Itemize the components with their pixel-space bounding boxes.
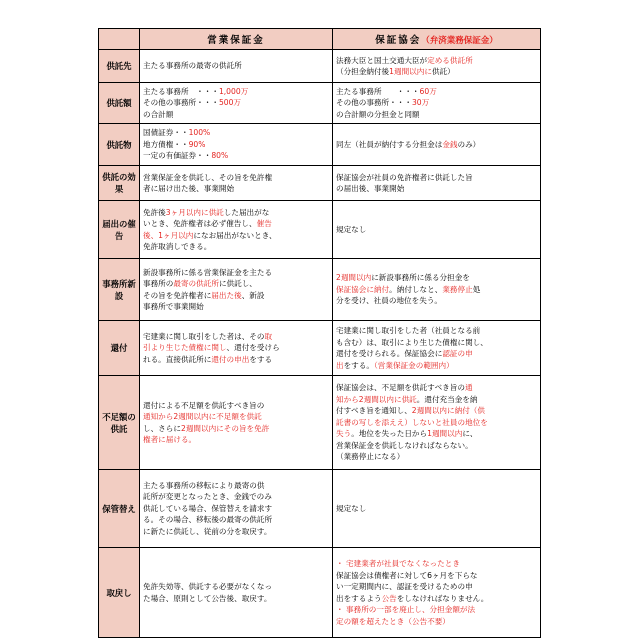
cell-text: の合計額 — [143, 109, 174, 119]
cell-line — [143, 86, 329, 98]
highlight-text: （営業保証金の範囲内） — [373, 360, 454, 370]
cell-text: になお届出がないとき、 — [193, 230, 277, 240]
comparison-table — [98, 28, 541, 638]
cell-line — [143, 139, 329, 151]
highlight-text: 通 — [464, 383, 473, 393]
deposit-cell — [140, 83, 333, 124]
cell-line — [143, 278, 329, 290]
cell-line — [336, 570, 537, 582]
row-label: 供託物 — [99, 124, 140, 166]
association-cell — [333, 83, 541, 124]
cell-line — [336, 183, 537, 195]
cell-text: 規定なし — [336, 224, 367, 234]
deposit-cell — [140, 548, 333, 638]
cell-line — [336, 66, 537, 78]
cell-line — [143, 593, 329, 605]
row-label: 供託額 — [99, 83, 140, 124]
cell-line — [336, 616, 537, 628]
cell-line — [143, 342, 329, 354]
table-row — [99, 321, 541, 376]
row-label: 事務所新設 — [99, 259, 140, 321]
cell-line — [143, 172, 329, 184]
cell-line — [336, 382, 537, 394]
cell-text: し、さらに — [143, 423, 181, 433]
cell-text: 主たる事務所 ・・・ — [336, 86, 420, 96]
cell-text: 免許取消しできる。 — [143, 242, 212, 251]
cell-line — [143, 150, 329, 162]
cell-line — [336, 451, 537, 463]
row-label: 取戻し — [99, 548, 140, 638]
cell-text: 分を受け、社員の地位を失う。 — [336, 296, 443, 306]
highlight-text: 1週間以内に — [389, 67, 432, 76]
highlight-text: 2週間以内 — [336, 273, 372, 283]
table-row — [99, 470, 541, 548]
row-label: 届出の催告 — [99, 201, 140, 259]
row-label: 還付 — [99, 321, 140, 376]
cell-text: 地方債権・・ — [143, 139, 189, 149]
highlight-text: 定の額を超えたとき（公告不要） — [336, 616, 450, 626]
cell-text: （業務停止になる） — [336, 452, 405, 462]
row-label: 供託の効果 — [99, 166, 140, 201]
cell-text: 事務所で事業開始 — [143, 302, 204, 311]
association-cell — [333, 50, 541, 83]
association-cell — [333, 376, 541, 470]
cell-line — [336, 581, 537, 593]
table-row — [99, 259, 541, 321]
cell-line — [336, 394, 537, 406]
cell-line — [336, 337, 537, 349]
cell-text: 事務所の — [143, 279, 174, 288]
column-header-association — [333, 29, 541, 50]
cell-text: 保証協会が社員の免許権者に供託した旨 — [336, 172, 473, 182]
cell-text: 国債証券・・ — [143, 128, 189, 138]
highlight-text: 30万 — [411, 98, 430, 108]
column-header-association-note: （弁済業務保証金） — [421, 36, 498, 46]
cell-line — [143, 503, 329, 515]
cell-text: 営業保証金を供託し、その旨を免許権 — [143, 172, 273, 182]
table-row — [99, 548, 541, 638]
cell-text: いとき、免許権者は必ず催告し、 — [143, 219, 257, 228]
cell-line — [336, 593, 537, 605]
highlight-text: 60万 — [419, 86, 437, 96]
deposit-cell — [140, 321, 333, 376]
cell-line — [336, 272, 537, 284]
cell-text: に新たに供託し、従前の分を取戻す。 — [143, 526, 272, 536]
cell-line — [336, 139, 537, 151]
cell-line — [143, 230, 329, 242]
cell-text: 免許後 — [143, 207, 166, 217]
cell-text: 付すべき旨を通知し、 — [336, 406, 412, 416]
cell-line — [143, 60, 329, 72]
cell-text: 。地位を失った日から — [351, 429, 428, 439]
highlight-text: 80% — [211, 151, 229, 161]
cell-text: 還付による不足額を供託すべき旨の — [143, 400, 265, 410]
cell-line — [336, 325, 537, 337]
cell-line — [143, 331, 329, 343]
cell-text: 保証協会は債権者に対して6ヶ月を下らな — [336, 570, 478, 580]
cell-line — [336, 284, 537, 296]
cell-text: 出をするよう — [336, 593, 382, 603]
cell-line — [143, 218, 329, 230]
highlight-text: 定める供託所 — [427, 55, 473, 65]
cell-text: に供託し、 — [218, 279, 257, 288]
association-cell — [333, 201, 541, 259]
highlight-text: 引より生じた債権に関し — [143, 343, 227, 353]
table-row — [99, 376, 541, 470]
highlight-text: 業務停止 — [442, 284, 473, 294]
highlight-text: 認証の申 — [442, 349, 473, 358]
cell-text: 。還付充当金を納 — [416, 394, 478, 404]
deposit-cell — [140, 201, 333, 259]
table-row — [99, 124, 541, 166]
row-label: 供託先 — [99, 50, 140, 83]
highlight-text: 保証協会に納付 — [336, 284, 390, 294]
cell-line — [336, 360, 537, 372]
header-row — [99, 29, 541, 50]
highlight-text: 1週間以内 — [427, 429, 463, 439]
table-row — [99, 50, 541, 83]
cell-text: 宅建業に関し取引をした者は、その — [143, 331, 265, 341]
highlight-text: 知から2週間以内に供託 — [336, 394, 417, 404]
cell-text: をする。 — [343, 360, 374, 370]
corner-header — [99, 29, 140, 50]
cell-text: い一定期間内に、認証を受けるための申 — [336, 582, 473, 591]
highlight-text: ・ 宅建業者が社員でなくなったとき — [336, 559, 460, 568]
cell-line — [336, 604, 537, 616]
cell-line — [143, 290, 329, 302]
table-row — [99, 166, 541, 201]
highlight-text: 催告 — [256, 219, 272, 228]
cell-text: 主たる事務所 ・・・ — [143, 86, 219, 96]
deposit-cell — [140, 376, 333, 470]
cell-line — [336, 109, 537, 121]
cell-text: のみ） — [457, 139, 481, 149]
cell-text: した届出がな — [223, 207, 270, 217]
cell-line — [143, 241, 329, 253]
cell-text: 者に届け出た後、事業開始 — [143, 184, 235, 193]
cell-text: 免許失効等、供託する必要がなくなっ — [143, 582, 273, 591]
highlight-text: 通知から2週間以内に不足額を供託 — [143, 412, 262, 421]
cell-line — [336, 503, 537, 515]
highlight-text: 金銭 — [442, 139, 458, 149]
highlight-text: 公告 — [381, 593, 397, 603]
association-cell — [333, 124, 541, 166]
cell-text: 。納付しなと、 — [389, 284, 443, 294]
cell-text: 保証協会は、不足額を供託すべき旨の — [336, 383, 465, 393]
cell-text: 同左（社員が納付する分担金は — [336, 139, 443, 149]
highlight-text: 3ヶ月以内に供託 — [165, 207, 224, 217]
cell-line — [143, 491, 329, 503]
deposit-cell — [140, 259, 333, 321]
column-header-association-main: 保証協会 — [375, 35, 422, 46]
highlight-text: 権者に届ける。 — [143, 435, 197, 444]
cell-line — [143, 354, 329, 366]
association-cell — [333, 548, 541, 638]
table-row — [99, 201, 541, 259]
cell-text: その他の事務所・・・ — [336, 98, 412, 108]
cell-line — [143, 97, 329, 109]
cell-text: 一定の有価証券・・ — [143, 151, 212, 161]
association-cell — [333, 470, 541, 548]
cell-line — [143, 400, 329, 412]
cell-line — [143, 480, 329, 492]
cell-text: 営業保証金を供託しなければならない。 — [336, 440, 473, 450]
highlight-text: 1,000万 — [218, 86, 249, 96]
highlight-text: 託書の写しを添ええ）しないと社員の地位を — [336, 417, 488, 427]
cell-text: その他の事務所・・・ — [143, 98, 219, 108]
cell-text: 主たる事務所の移転により最寄の供 — [143, 480, 265, 490]
highlight-text: ・ 事務所の一部を廃止し、分担金額が法 — [336, 605, 476, 614]
highlight-text: 取 — [264, 331, 273, 341]
cell-line — [336, 86, 537, 98]
cell-line — [336, 295, 537, 307]
row-label: 保管替え — [99, 470, 140, 548]
cell-text: る。その場合、移転後の最寄の供託所 — [143, 515, 273, 525]
highlight-text: 失う — [336, 429, 352, 439]
cell-line — [143, 581, 329, 593]
cell-line — [336, 172, 537, 184]
highlight-text: 2週間以内にその旨を免許 — [180, 423, 270, 433]
cell-text: 処 — [472, 284, 481, 294]
highlight-text: 90% — [188, 139, 206, 149]
cell-line — [143, 109, 329, 121]
cell-line — [336, 405, 537, 417]
cell-text: をする — [249, 354, 273, 364]
highlight-text: 後、1ヶ月以内 — [143, 230, 194, 240]
cell-text: 宅建業に関し取引をした者（社員となる前 — [336, 326, 481, 335]
deposit-cell — [140, 124, 333, 166]
association-cell — [333, 321, 541, 376]
cell-line — [336, 348, 537, 360]
deposit-cell — [140, 470, 333, 548]
cell-text: の合計額の分担金と同額 — [336, 109, 420, 119]
cell-line — [143, 526, 329, 538]
cell-text: 規定なし — [336, 503, 367, 513]
cell-text: 、還付を受けら — [226, 343, 280, 353]
association-cell — [333, 259, 541, 321]
cell-line — [336, 440, 537, 452]
highlight-text: 還付の申出 — [211, 354, 250, 364]
cell-text: た場合、原則として公告後、取戻す。 — [143, 593, 272, 603]
association-cell — [333, 166, 541, 201]
table-row — [99, 83, 541, 124]
row-label: 不足額の供託 — [99, 376, 140, 470]
cell-text: 還付を受けられる。保証協会に — [336, 349, 443, 358]
cell-text: に新設事務所に係る分担金を — [371, 273, 470, 283]
highlight-text: 出 — [336, 360, 344, 370]
cell-line — [336, 558, 537, 570]
cell-text: 新設事務所に係る営業保証金を主たる — [143, 267, 273, 277]
cell-text: 、新設 — [241, 290, 265, 300]
highlight-text: 100% — [188, 128, 211, 138]
cell-text: れる。直接供託所に — [143, 354, 212, 364]
highlight-text: 2週間以内に納付（供 — [411, 406, 485, 416]
cell-text: 法務大臣と国土交通大臣が — [336, 55, 428, 65]
cell-text: 供託） — [431, 67, 455, 76]
cell-line — [336, 55, 537, 67]
cell-line — [143, 434, 329, 446]
cell-line — [336, 417, 537, 429]
column-header-deposit: 営業保証金 — [140, 29, 333, 50]
cell-line — [336, 428, 537, 440]
highlight-text: 最寄の供託所 — [173, 279, 219, 288]
cell-line — [143, 267, 329, 279]
deposit-cell — [140, 50, 333, 83]
deposit-cell — [140, 166, 333, 201]
highlight-text: 届出た後 — [211, 290, 242, 300]
cell-line — [143, 423, 329, 435]
cell-text: 主たる事務所の最寄の供託所 — [143, 61, 242, 71]
cell-text: をしなければなりません。 — [396, 593, 489, 603]
cell-line — [143, 301, 329, 313]
cell-text: に、 — [462, 429, 478, 439]
cell-text: 供託している場合、保管替えを請求す — [143, 503, 273, 513]
cell-line — [143, 183, 329, 195]
cell-line — [143, 411, 329, 423]
cell-text: その旨を免許権者に — [143, 290, 212, 300]
cell-line — [336, 224, 537, 236]
cell-text: も含む）は、取引により生じた債権に関し、 — [336, 337, 488, 347]
cell-line — [143, 127, 329, 139]
cell-text: 託所が変更となったとき、金銭でのみ — [143, 492, 272, 502]
cell-line — [143, 514, 329, 526]
cell-line — [143, 207, 329, 219]
cell-text: の届出後、事業開始 — [336, 184, 405, 193]
cell-line — [336, 97, 537, 109]
cell-text: （分担金納付後 — [336, 67, 390, 76]
highlight-text: 500万 — [218, 98, 242, 108]
